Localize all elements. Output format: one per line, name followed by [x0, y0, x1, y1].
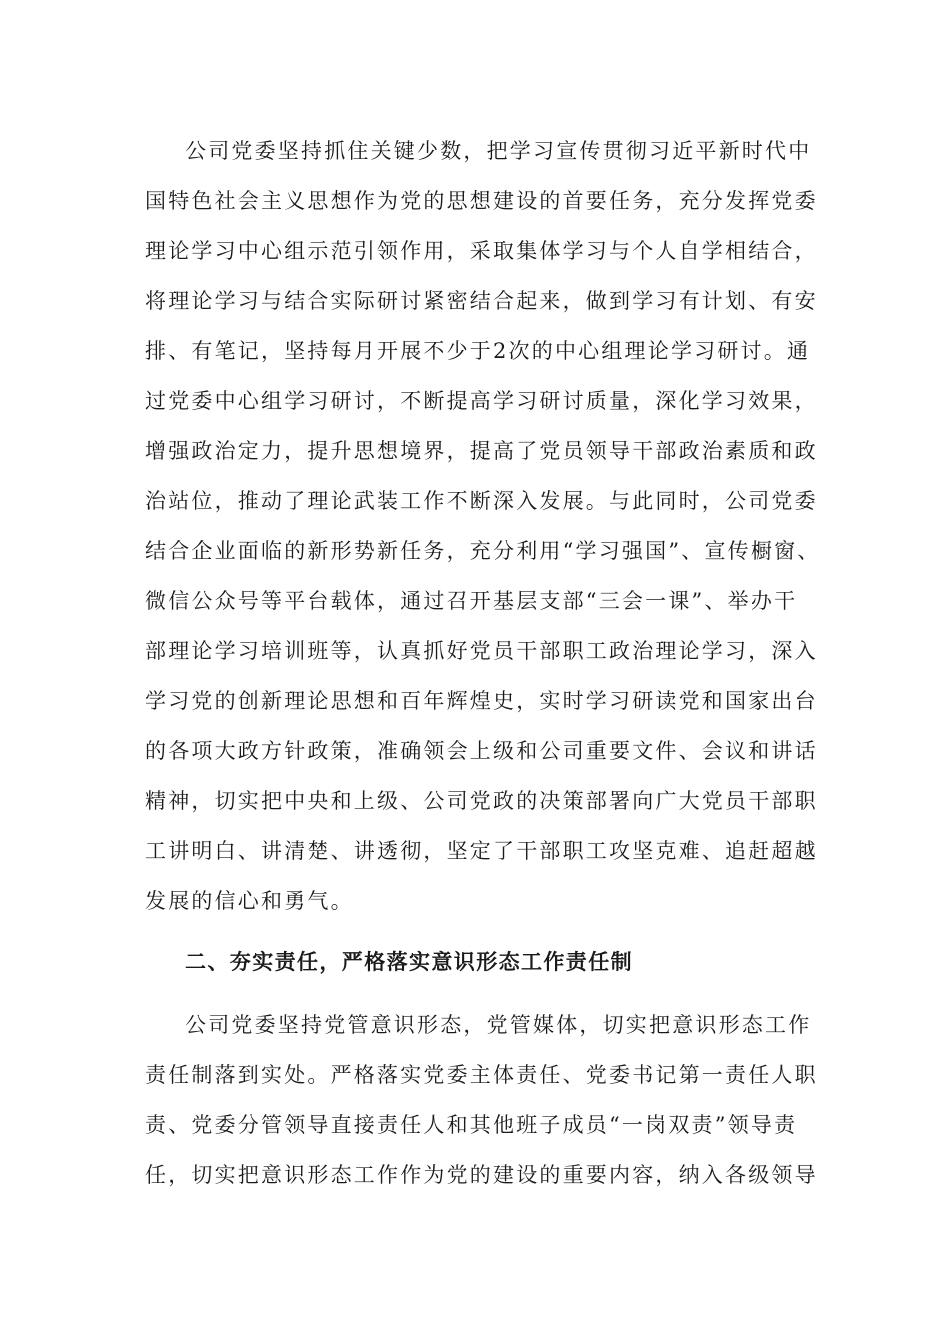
paragraph-line: 将理论学习与结合实际研讨紧密结合起来，做到学习有计划、有安	[145, 289, 818, 313]
paragraph-line: 排、有笔记，坚持每月开展不少于2次的中心组理论学习研讨。通	[145, 339, 811, 363]
paragraph-line: 学习党的创新理论思想和百年辉煌史，实时学习研读党和国家出台	[145, 689, 818, 713]
paragraph-line: 部理论学习培训班等，认真抓好党员干部职工政治理论学习，深入	[145, 639, 818, 663]
paragraph-line: 责任制落到实处。严格落实党委主体责任、党委书记第一责任人职	[145, 1063, 818, 1087]
paragraph-line: 发展的信心和勇气。	[145, 889, 354, 913]
paragraph-line: 公司党委坚持抓住关键少数，把学习宣传贯彻习近平新时代中	[185, 139, 812, 163]
section-heading: 二、夯实责任，严格落实意识形态工作责任制	[185, 949, 633, 974]
paragraph-line: 任，切实把意识形态工作作为党的建设的重要内容，纳入各级领导	[145, 1163, 818, 1187]
paragraph-line: 责、党委分管领导直接责任人和其他班子成员“一岗双责”领导责	[145, 1113, 798, 1137]
paragraph-line: 增强政治定力，提升思想境界，提高了党员领导干部政治素质和政	[145, 439, 818, 463]
paragraph-line: 微信公众号等平台载体，通过召开基层支部“三会一课”、举办干	[145, 589, 798, 613]
paragraph-line: 工讲明白、讲清楚、讲透彻，坚定了干部职工攻坚克难、追赶超越	[145, 839, 818, 863]
paragraph-line: 的各项大政方针政策，准确领会上级和公司重要文件、会议和讲话	[145, 739, 818, 763]
paragraph-line: 结合企业面临的新形势新任务，充分利用“学习强国”、宣传橱窗、	[145, 539, 821, 563]
paragraph-line: 公司党委坚持党管意识形态，党管媒体，切实把意识形态工作	[185, 1013, 812, 1037]
paragraph-line: 国特色社会主义思想作为党的思想建设的首要任务，充分发挥党委	[145, 189, 818, 213]
paragraph-line: 过党委中心组学习研讨，不断提高学习研讨质量，深化学习效果，	[145, 389, 818, 413]
paragraph-line: 精神，切实把中央和上级、公司党政的决策部署向广大党员干部职	[145, 789, 818, 813]
paragraph-line: 理论学习中心组示范引领作用，采取集体学习与个人自学相结合，	[145, 239, 818, 263]
paragraph-line: 治站位，推动了理论武装工作不断深入发展。与此同时，公司党委	[145, 489, 818, 513]
